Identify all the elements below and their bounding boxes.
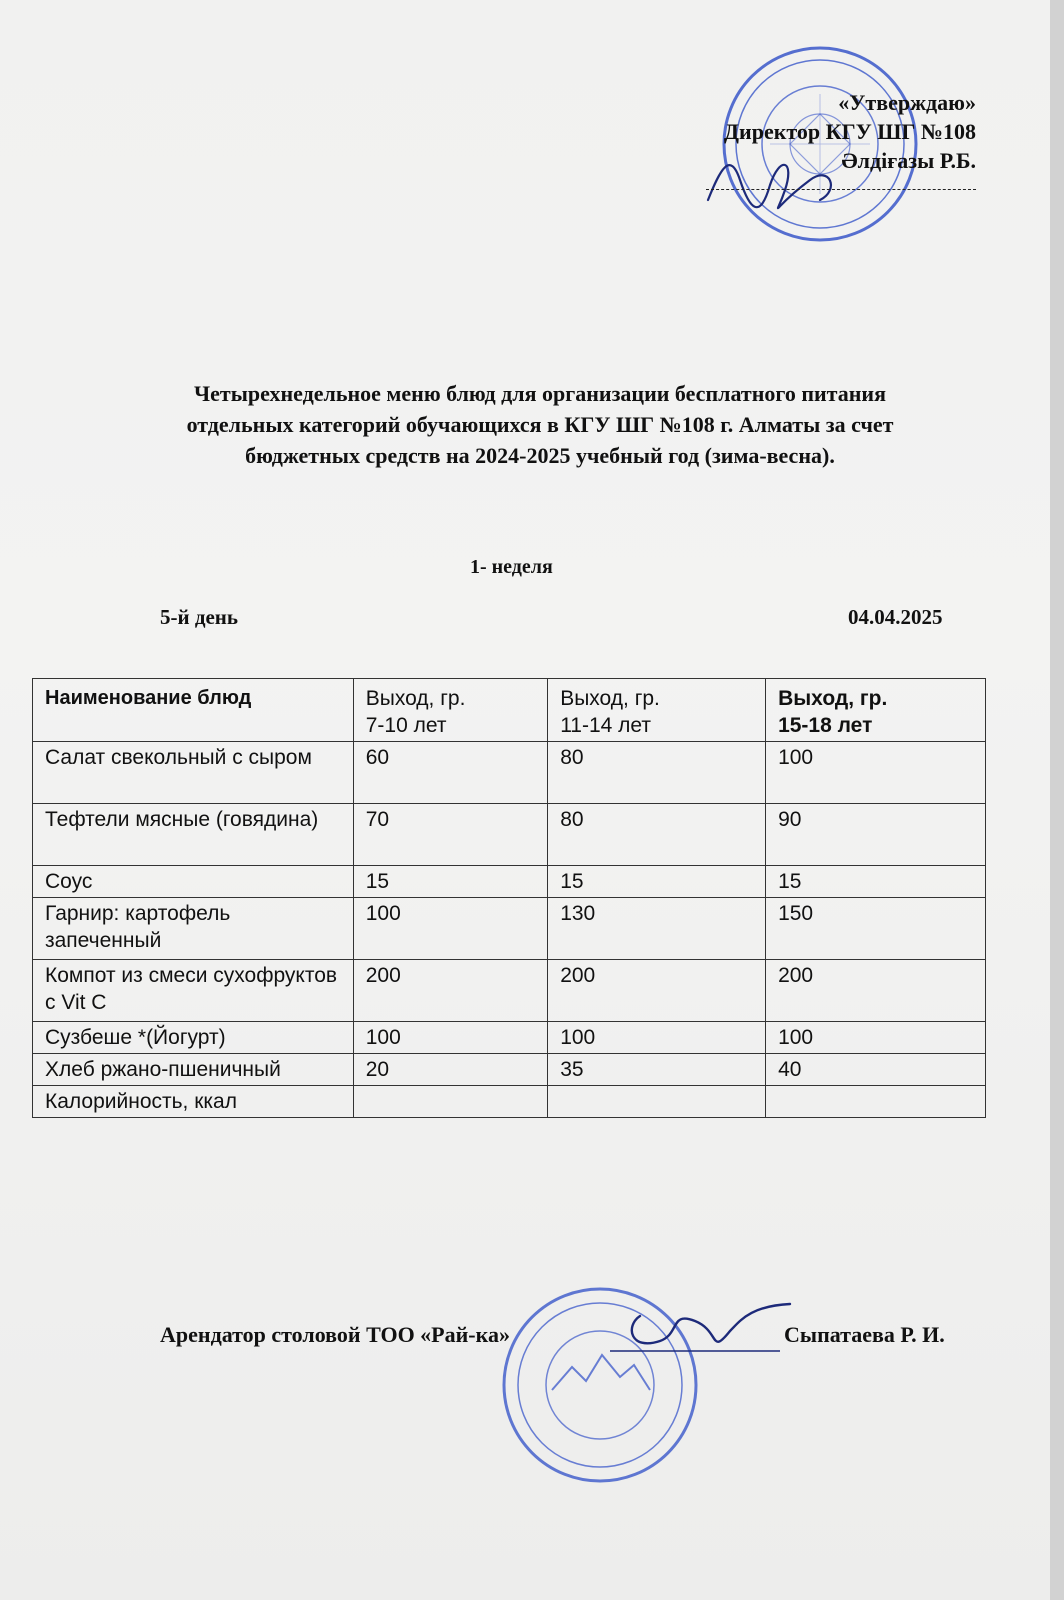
approval-title: «Утверждаю» <box>838 90 976 115</box>
portion-11-14 <box>548 1086 766 1118</box>
portion-11-14: 100 <box>548 1022 766 1054</box>
signature-line <box>706 175 976 190</box>
portion-15-18: 200 <box>766 960 986 1022</box>
document-title <box>120 378 960 471</box>
portion-11-14: 35 <box>548 1054 766 1086</box>
portion-7-10: 100 <box>353 1022 547 1054</box>
header-age-15-18: Выход, гр. 15-18 лет <box>766 679 986 742</box>
portion-15-18: 90 <box>766 804 986 866</box>
table-row <box>33 960 986 1022</box>
dish-name: Хлеб ржано-пшеничный <box>33 1054 354 1086</box>
portion-15-18: 100 <box>766 1022 986 1054</box>
header-dish: Наименование блюд <box>33 679 354 742</box>
table-row <box>33 804 986 866</box>
portion-15-18: 40 <box>766 1054 986 1086</box>
menu-table <box>32 678 986 1118</box>
dish-name: Гарнир: картофель запеченный <box>33 898 354 960</box>
title-line: отдельных категорий обучающихся в КГУ ШГ №108 г. Алматы за счет <box>186 412 894 437</box>
table-row <box>33 1054 986 1086</box>
portion-7-10 <box>353 1086 547 1118</box>
tenant-role: Арендатор столовой ТОО «Рай-ка» <box>160 1322 510 1347</box>
portion-11-14: 130 <box>548 898 766 960</box>
background-edge <box>1050 0 1064 1600</box>
dish-name: Сузбеше *(Йогурт) <box>33 1022 354 1054</box>
dish-name: Компот из смеси сухофруктов с Vit C <box>33 960 354 1022</box>
portion-15-18: 15 <box>766 866 986 898</box>
week-label: 1- неделя <box>470 556 553 578</box>
approval-block <box>706 88 976 190</box>
header-age-7-10: Выход, гр. 7-10 лет <box>353 679 547 742</box>
dish-name: Калорийность, ккал <box>33 1086 354 1118</box>
dish-name: Салат свекольный с сыром <box>33 742 354 804</box>
portion-15-18: 150 <box>766 898 986 960</box>
table-row <box>33 866 986 898</box>
portion-7-10: 20 <box>353 1054 547 1086</box>
portion-11-14: 15 <box>548 866 766 898</box>
portion-15-18: 100 <box>766 742 986 804</box>
table-row <box>33 898 986 960</box>
table-row <box>33 742 986 804</box>
tenant-signature <box>600 1296 800 1366</box>
portion-11-14: 80 <box>548 804 766 866</box>
portion-11-14: 80 <box>548 742 766 804</box>
portion-11-14: 200 <box>548 960 766 1022</box>
table-row <box>33 1086 986 1118</box>
title-line: бюджетных средств на 2024-2025 учебный год (зима-весна). <box>245 443 835 468</box>
portion-7-10: 100 <box>353 898 547 960</box>
approval-position: Директор КГУ ШГ №108 <box>723 119 976 144</box>
day-label: 5-й день <box>160 605 238 629</box>
dish-name: Соус <box>33 866 354 898</box>
portion-7-10: 70 <box>353 804 547 866</box>
title-line: Четырехнедельное меню блюд для организации бесплатного питания <box>193 381 886 406</box>
dish-name: Тефтели мясные (говядина) <box>33 804 354 866</box>
portion-7-10: 60 <box>353 742 547 804</box>
tenant-name: Сыпатаева Р. И. <box>784 1322 945 1347</box>
table-row <box>33 1022 986 1054</box>
portion-7-10: 15 <box>353 866 547 898</box>
table-header-row <box>33 679 986 742</box>
portion-15-18 <box>766 1086 986 1118</box>
header-age-11-14: Выход, гр. 11-14 лет <box>548 679 766 742</box>
approval-name: Әлдіғазы Р.Б. <box>841 148 976 173</box>
date-label: 04.04.2025 <box>848 605 943 629</box>
portion-7-10: 200 <box>353 960 547 1022</box>
